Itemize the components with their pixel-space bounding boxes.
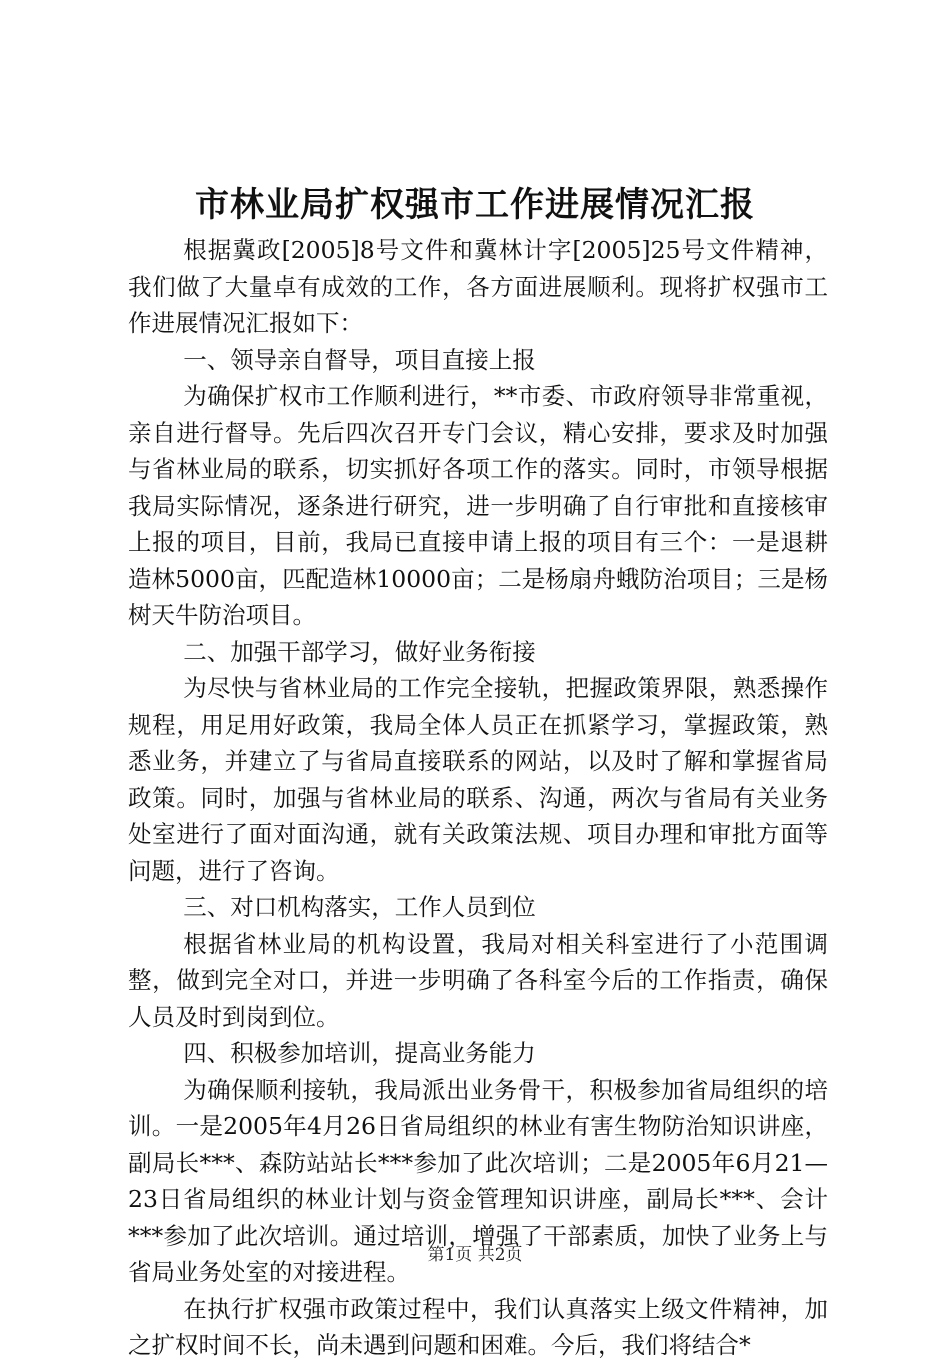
- document-body: [128, 232, 828, 1364]
- paragraph-intro: 根据冀政[2005]8号文件和冀林计字[2005]25号文件精神，我们做了大量卓有成效的工作，各方面进展顺利。现将扩权强市工作进展情况汇报如下：: [128, 236, 828, 337]
- section-heading-3: 三、对口机构落实，工作人员到位: [183, 893, 536, 921]
- paragraph-section-4: 为确保顺利接轨，我局派出业务骨干，积极参加省局组织的培训。一是2005年4月26日省局组织的林业有害生物防治知识讲座，副局长***、森防站站长***参加了此次培训；二是2005年6月21—23日省局组织的林业计划与资金管理知识讲座，副局长***、会计***参加了此次培训。通过培训，增强了干部素质，加快了业务上与省局业务处室的对接进程。: [128, 1075, 828, 1286]
- section-heading-2: 二、加强干部学习，做好业务衔接: [183, 637, 536, 666]
- paragraph-closing: 在执行扩权强市政策过程中，我们认真落实上级文件精神，加之扩权时间不长，尚未遇到问题和困难。今后，我们将结合*: [128, 1294, 828, 1359]
- page-number-footer: 第1页 共2页: [427, 1245, 523, 1265]
- section-heading-4: 四、积极参加培训，提高业务能力: [183, 1039, 536, 1067]
- paragraph-section-1: 为确保扩权市工作顺利进行，**市委、市政府领导非常重视，亲自进行督导。先后四次召开专门会议，精心安排，要求及时加强与省林业局的联系，切实抓好各项工作的落实。同时，市领导根据我局实际情况，逐条进行研究，进一步明确了自行审批和直接核审上报的项目，目前，我局已直接申请上报的项目有三个：一是退耕造林5000亩，匹配造林10000亩；二是杨扇舟蛾防治项目；三是杨树天牛防治项目。: [128, 382, 828, 629]
- paragraph-section-2: 为尽快与省林业局的工作完全接轨，把握政策界限，熟悉操作规程，用足用好政策，我局全体人员正在抓紧学习，掌握政策，熟悉业务，并建立了与省局直接联系的网站，以及时了解和掌握省局政策。同时，加强与省林业局的联系、沟通，两次与省局有关业务处室进行了面对面沟通，就有关政策法规、项目办理和审批方面等问题，进行了咨询。: [128, 674, 828, 885]
- section-heading-1: 一、领导亲自督导，项目直接上报: [183, 345, 536, 374]
- paragraph-section-3: 根据省林业局的机构设置，我局对相关科室进行了小范围调整，做到完全对口，并进一步明确了各科室今后的工作指责，确保人员及时到岗到位。: [128, 929, 828, 1031]
- document-title: 市林业局扩权强市工作进展情况汇报: [195, 185, 755, 225]
